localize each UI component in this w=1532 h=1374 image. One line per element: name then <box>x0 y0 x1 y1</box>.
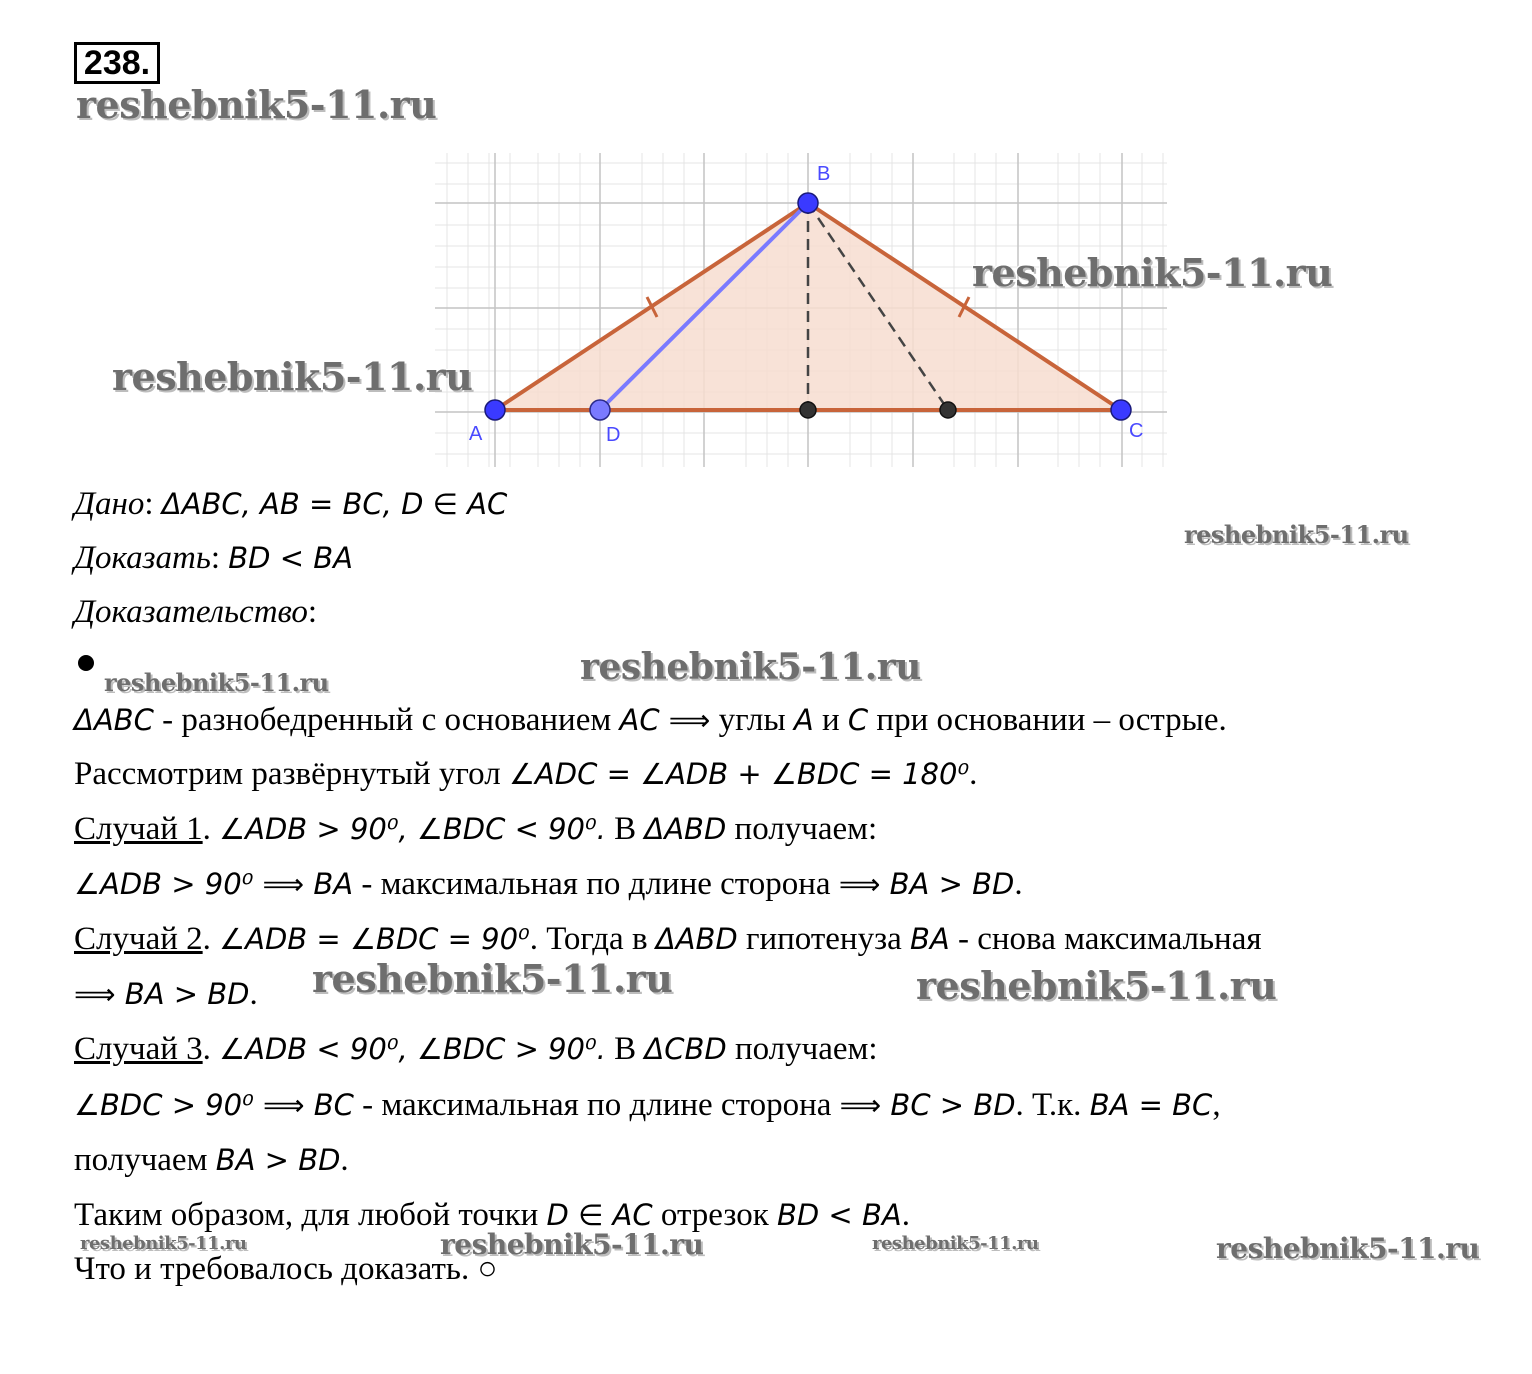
prove-label: Доказать <box>74 540 211 576</box>
proof-heading <box>74 592 317 632</box>
l8-f: , <box>1212 1087 1221 1123</box>
l10-c: отрезок <box>652 1197 777 1233</box>
given-label: Дано <box>74 486 145 522</box>
l10-e: . <box>901 1197 910 1233</box>
label-c: C <box>1129 420 1144 442</box>
prove-expr: BD < BA <box>228 541 353 575</box>
l3-b: ∠ADB > 90⁰, ∠BDC < 90⁰. <box>219 812 606 846</box>
watermark: reshebnik5-11.ru <box>580 646 921 688</box>
l7-e: получаем: <box>726 1031 878 1067</box>
point-d <box>590 400 610 420</box>
l1-g: C <box>847 703 869 737</box>
l5-d: ΔABD <box>655 922 738 956</box>
point-a <box>485 400 505 420</box>
l3-e: получаем: <box>726 811 878 847</box>
l8-b: - максимальная по длине сторона <box>353 1087 840 1123</box>
watermark: reshebnik5-11.ru <box>312 956 673 1001</box>
watermark: reshebnik5-11.ru <box>112 354 473 399</box>
bullet-icon <box>78 655 94 671</box>
l8-e: BA = BC <box>1089 1088 1213 1122</box>
watermark: reshebnik5-11.ru <box>104 668 329 697</box>
prove-colon: : <box>210 540 221 576</box>
l10-d: BD < BA <box>776 1198 902 1232</box>
label-d: D <box>606 424 621 446</box>
proof-line-8 <box>74 1085 1221 1125</box>
label-a: A <box>469 423 483 445</box>
proof-line-11 <box>74 1249 497 1289</box>
proof-line-2 <box>74 754 977 794</box>
conclusion: Что и требовалось доказать. ○ <box>74 1251 498 1287</box>
l5-f: BA <box>910 922 950 956</box>
l3-a: . <box>202 811 220 847</box>
triangle-figure <box>425 145 1175 475</box>
given-line <box>74 484 507 524</box>
proof-line-4 <box>74 864 1023 904</box>
proof-line-6 <box>74 974 258 1014</box>
l1-h: при основании – острые. <box>868 702 1227 738</box>
aux-point <box>940 402 956 418</box>
l9-c: . <box>340 1142 349 1178</box>
l2-b: ∠ADC = ∠ADB + ∠BDC = 180⁰ <box>508 757 970 791</box>
l5-c: . Тогда в <box>529 921 656 957</box>
l8-c: ⟹ BC > BD <box>839 1088 1016 1122</box>
proof-line-7 <box>74 1029 878 1069</box>
l10-b: D ∈ AC <box>546 1198 653 1232</box>
proof-line-1 <box>74 700 1227 740</box>
case-1-label: Случай 1 <box>74 811 203 847</box>
prove-line <box>74 538 353 578</box>
l4-c: ⟹ BA > BD <box>838 867 1015 901</box>
watermark: reshebnik5-11.ru <box>440 1228 704 1261</box>
foot-point <box>800 402 816 418</box>
proof-line-5 <box>74 919 1262 959</box>
proof-label: Доказательство <box>74 594 308 630</box>
watermark: reshebnik5-11.ru <box>872 1233 1039 1254</box>
l5-e: гипотенуза <box>737 921 911 957</box>
l7-b: ∠ADB < 90⁰, ∠BDC > 90⁰. <box>219 1032 606 1066</box>
point-b <box>798 193 818 213</box>
given-expr: ΔABC, AB = BC, D ∈ AC <box>161 487 508 521</box>
triangle-abc <box>495 203 1121 410</box>
watermark: reshebnik5-11.ru <box>972 250 1333 295</box>
l5-a: . <box>202 921 220 957</box>
l10-a: Таким образом, для любой точки <box>74 1197 547 1233</box>
case-2-label: Случай 2 <box>74 921 203 957</box>
watermark: reshebnik5-11.ru <box>1184 520 1409 549</box>
l7-c: В <box>605 1031 645 1067</box>
l5-b: ∠ADB = ∠BDC = 90⁰ <box>219 922 530 956</box>
proof-line-3 <box>74 809 877 849</box>
watermark: reshebnik5-11.ru <box>80 1233 247 1254</box>
l1-e: A <box>793 703 814 737</box>
l9-a: получаем <box>74 1142 216 1178</box>
l2-a: Рассмотрим развёрнутый угол <box>74 756 509 792</box>
case-3-label: Случай 3 <box>74 1031 203 1067</box>
l2-c: . <box>969 756 978 792</box>
l1-d: углы <box>710 702 794 738</box>
l7-a: . <box>202 1031 220 1067</box>
point-c <box>1111 400 1131 420</box>
l8-d: . Т.к. <box>1015 1087 1090 1123</box>
watermark: reshebnik5-11.ru <box>76 82 437 127</box>
problem-number: 238. <box>74 42 160 84</box>
l4-d: . <box>1014 866 1023 902</box>
watermark: reshebnik5-11.ru <box>916 963 1277 1008</box>
l7-d: ΔCBD <box>644 1032 727 1066</box>
l8-a: ∠BDC > 90⁰ ⟹ BC <box>74 1088 354 1122</box>
l3-d: ΔABD <box>644 812 727 846</box>
l4-b: - максимальная по длине сторона <box>353 866 839 902</box>
given-colon: : <box>144 486 154 522</box>
l4-a: ∠ADB > 90⁰ ⟹ BA <box>74 867 354 901</box>
label-b: B <box>817 163 831 185</box>
l1-f: и <box>813 702 848 738</box>
l1-c: AC ⟹ <box>619 703 711 737</box>
proof-line-9 <box>74 1140 349 1180</box>
l1-b: - разнобедренный с основанием <box>153 702 620 738</box>
l1-a: ΔABC <box>74 703 154 737</box>
proof-colon: : <box>307 594 318 630</box>
l6-a: ⟹ BA > BD <box>74 977 250 1011</box>
l5-g: - снова максимальная <box>949 921 1262 957</box>
l9-b: BA > BD <box>215 1143 341 1177</box>
l6-b: . <box>249 976 258 1012</box>
l3-c: В <box>605 811 645 847</box>
watermark: reshebnik5-11.ru <box>1216 1232 1480 1265</box>
